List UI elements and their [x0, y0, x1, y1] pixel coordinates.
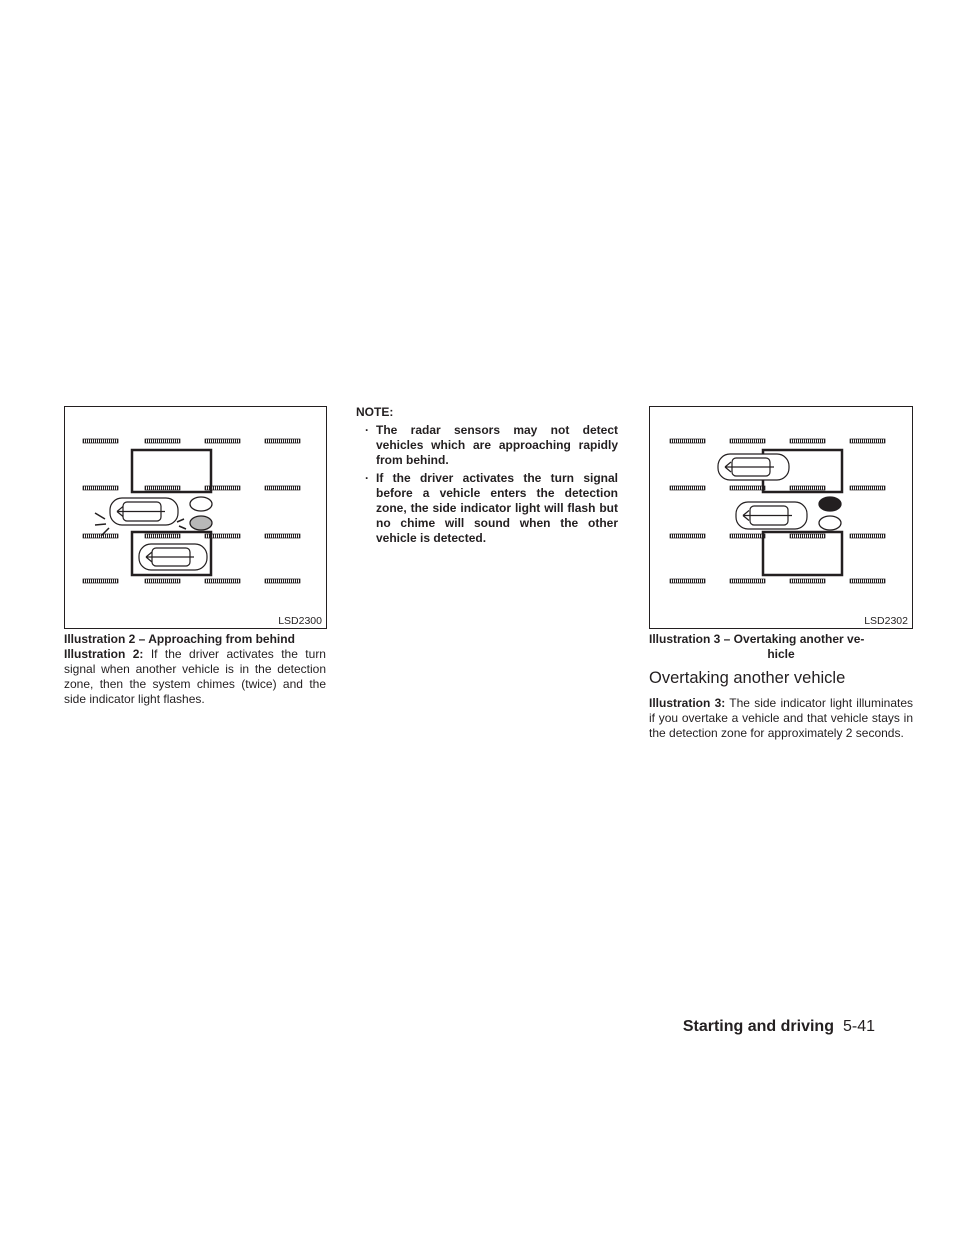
- overtaken-vehicle-icon: [718, 454, 789, 480]
- caption-line-1: Illustration 3 – Overtaking another ve-: [649, 632, 865, 646]
- illustration-2-figure: [64, 406, 327, 629]
- bullet-icon: ·: [365, 423, 369, 437]
- right-column: [649, 632, 913, 741]
- note-item: [356, 423, 618, 468]
- note-title: NOTE:: [356, 405, 394, 419]
- footer-section-title: Starting and driving: [682, 1018, 834, 1035]
- section-heading: Overtaking another vehicle: [649, 669, 846, 687]
- illustration-2-drawing: [65, 407, 326, 628]
- paragraph-lead: Illustration 3:: [649, 696, 726, 710]
- detection-zone-lower: [763, 532, 842, 575]
- illustration-3-figure: [649, 406, 913, 629]
- illustration-3-drawing: [650, 407, 912, 628]
- page-number: 5-41: [842, 1018, 875, 1035]
- note-item: [356, 471, 618, 546]
- approaching-vehicle-icon: [139, 544, 207, 570]
- paragraph-lead: Illustration 2:: [64, 647, 144, 661]
- indicator-light-off-icon: [819, 516, 841, 530]
- illustration-2-description: [64, 647, 326, 707]
- own-vehicle-icon: [110, 498, 178, 525]
- bullet-icon: ·: [365, 471, 369, 485]
- paragraph-text: If the driver activates the turn signal when another vehicle is in the detection zone, then the system chimes (twice) and the side indicator light flashes.: [64, 647, 326, 706]
- note-list: [356, 423, 618, 546]
- left-column: [64, 632, 326, 707]
- note-block: [356, 405, 618, 546]
- paragraph-text: The side indicator light illuminates if you overtake a vehicle and that vehicle stays in the detection zone for approximately 2 seconds.: [649, 696, 913, 740]
- indicator-light-on-icon: [819, 497, 841, 511]
- indicator-light-flashing-icon: [190, 516, 212, 530]
- page-footer: [683, 1018, 875, 1036]
- illustration-3-caption: [649, 632, 913, 662]
- note-item-text: If the driver activates the turn signal before a vehicle enters the detection zone, the side indicator light will flash but no chime will sound when the other vehicle is detected.: [376, 471, 618, 545]
- note-item-text: The radar sensors may not detect vehicles which are approaching rapidly from behind.: [376, 423, 618, 467]
- figure-code: LSD2300: [278, 615, 322, 627]
- caption-line-2: hicle: [767, 647, 795, 661]
- illustration-3-description: [649, 696, 913, 741]
- illustration-2-caption: Illustration 2 – Approaching from behind: [64, 632, 295, 646]
- indicator-light-off-icon: [190, 497, 212, 511]
- figure-code: LSD2302: [864, 615, 908, 627]
- own-vehicle-icon: [736, 502, 807, 529]
